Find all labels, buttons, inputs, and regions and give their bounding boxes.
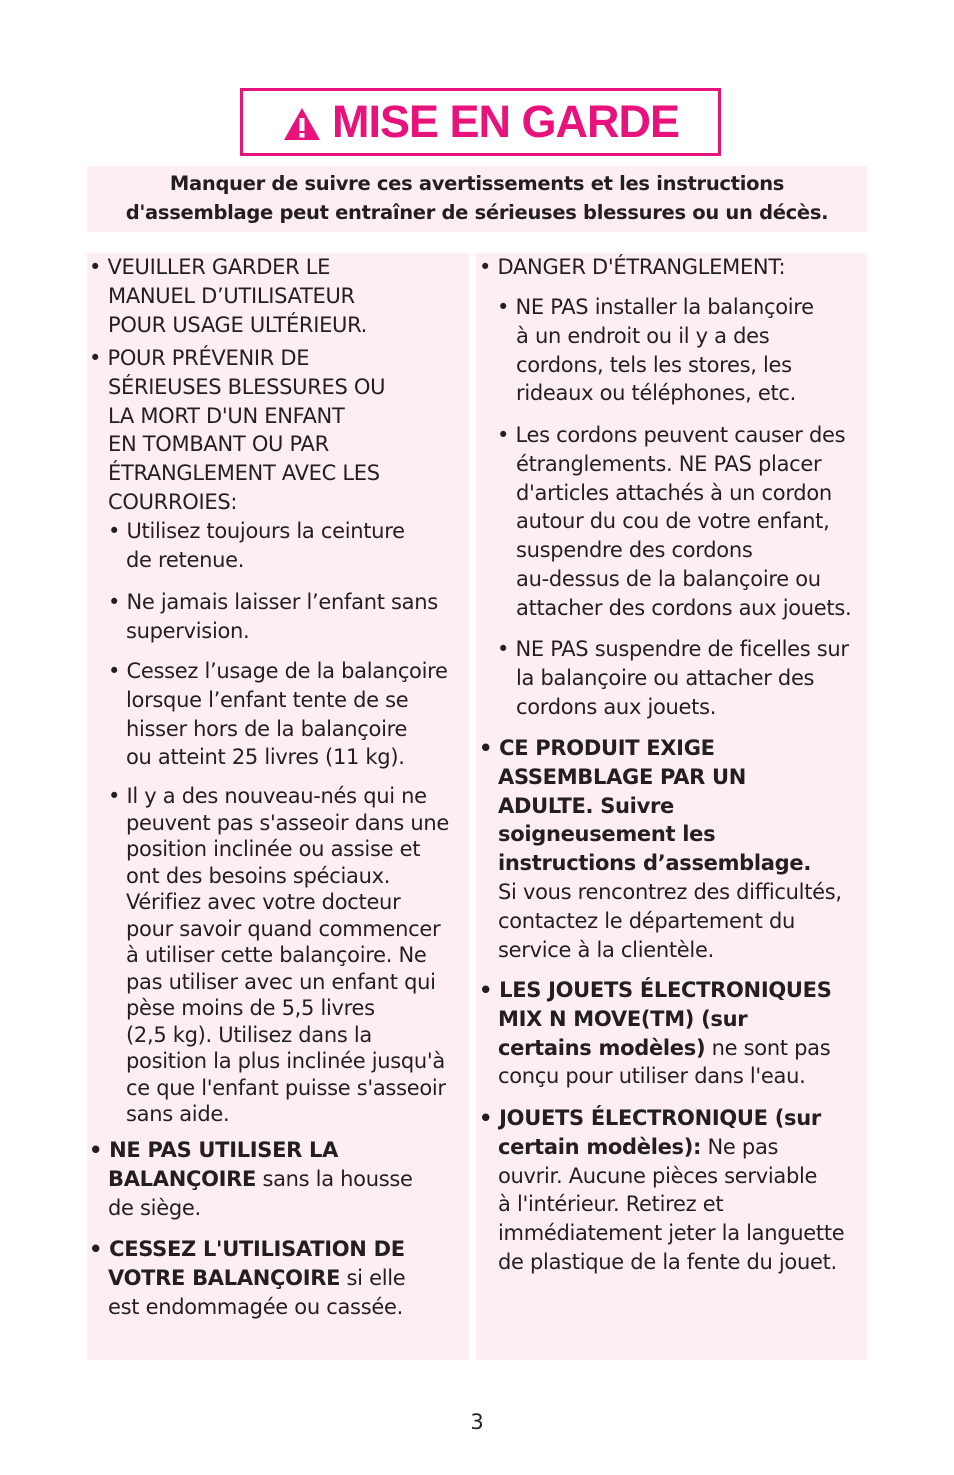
page-number: 3 (470, 1410, 484, 1434)
electronic-toy-warning: • JOUETS ÉLECTRONIQUE (sur certain modèles): Ne pas ouvrir. Aucune pièces serviable à l'intérieur. Retirez et immédiatement jeter la languette de plastique de la fente du jouet. (479, 1106, 845, 1274)
list-item: • Il y a des nouveau-nés qui ne peuvent pas s'asseoir dans une position inclinée ou assise et ont des besoins spéciaux. Vérifiez avec votre docteur pour savoir quand commencer à utiliser cette balançoire. Ne pas utiliser avec un enfant qui pèse moins de 5,5 livres (2,5 kg). Utilisez dans la position la plus inclinée jusqu'à ce que l'enfant puisse s'asseoir sans aide. (108, 784, 449, 1126)
warning-line: ÉTRANGLEMENT AVEC LES (108, 461, 380, 486)
intro-warning (87, 166, 867, 232)
warning-line: • POUR PRÉVENIR DE (89, 346, 310, 370)
intro-line: d'assemblage peut entraîner de sérieuses blessures ou un décès. (125, 201, 829, 224)
list-item: • Les cordons peuvent causer des étranglements. NE PAS placer d'articles attachés à un cordon autour du cou de votre enfant, suspendre des cordons au-dessus de la balançoire ou attacher des cordons aux jouets. (497, 423, 852, 620)
stop-use-warning: • CESSEZ L'UTILISATION DE VOTRE BALANÇOIRE si elle est endommagée ou cassée. (89, 1237, 406, 1319)
no-use-warning: • NE PAS UTILISER LA BALANÇOIRE sans la housse de siège. (89, 1138, 413, 1220)
prevent-warning (89, 344, 385, 517)
list-item: • NE PAS installer la balançoire à un endroit ou il y a des cordons, tels les stores, les rideaux ou téléphones, etc. (497, 295, 814, 406)
banner-title: MISE EN GARDE (331, 96, 680, 147)
right-column (476, 253, 867, 1360)
list-item: • Cessez l’usage de la balançoire lorsque l’enfant tente de se hisser hors de la balançoire ou atteint 25 livres (11 kg). (108, 659, 448, 770)
warning-line: POUR USAGE ULTÉRIEUR. (108, 312, 368, 337)
warning-line: EN TOMBANT OU PAR (108, 432, 329, 457)
left-column (87, 253, 469, 1360)
list-item: • NE PAS suspendre de ficelles sur la balançoire ou attacher des cordons aux jouets. (497, 637, 849, 719)
warning-line: SÉRIEUSES BLESSURES OU (108, 374, 386, 399)
keep-manual-warning (89, 253, 367, 339)
list-item: • Ne jamais laisser l’enfant sans supervision. (108, 590, 438, 643)
warning-line: • VEUILLER GARDER LE (89, 255, 331, 279)
warning-line: MANUEL D’UTILISATEUR (108, 283, 355, 308)
warning-triangle-icon (282, 106, 322, 142)
warning-line: LA MORT D'UN ENFANT (108, 403, 345, 428)
warning-line: COURROIES: (108, 489, 238, 514)
toys-warning: • LES JOUETS ÉLECTRONIQUES MIX N MOVE(TM) (sur certains modèles) ne sont pas conçu pour utiliser dans l'eau. (479, 978, 832, 1089)
list-item: • Utilisez toujours la ceinture de retenue. (108, 519, 405, 572)
intro-line: Manquer de suivre ces avertissements et les instructions (169, 172, 785, 195)
danger-heading: • DANGER D'ÉTRANGLEMENT: (479, 255, 786, 279)
assembly-warning: • CE PRODUIT EXIGE ASSEMBLAGE PAR UN ADULTE. Suivre soigneusement les instructions d’assemblage. Si vous rencontrez des difficultés, contactez le département du service à la clientèle. (479, 736, 842, 962)
warning-banner (240, 88, 721, 156)
